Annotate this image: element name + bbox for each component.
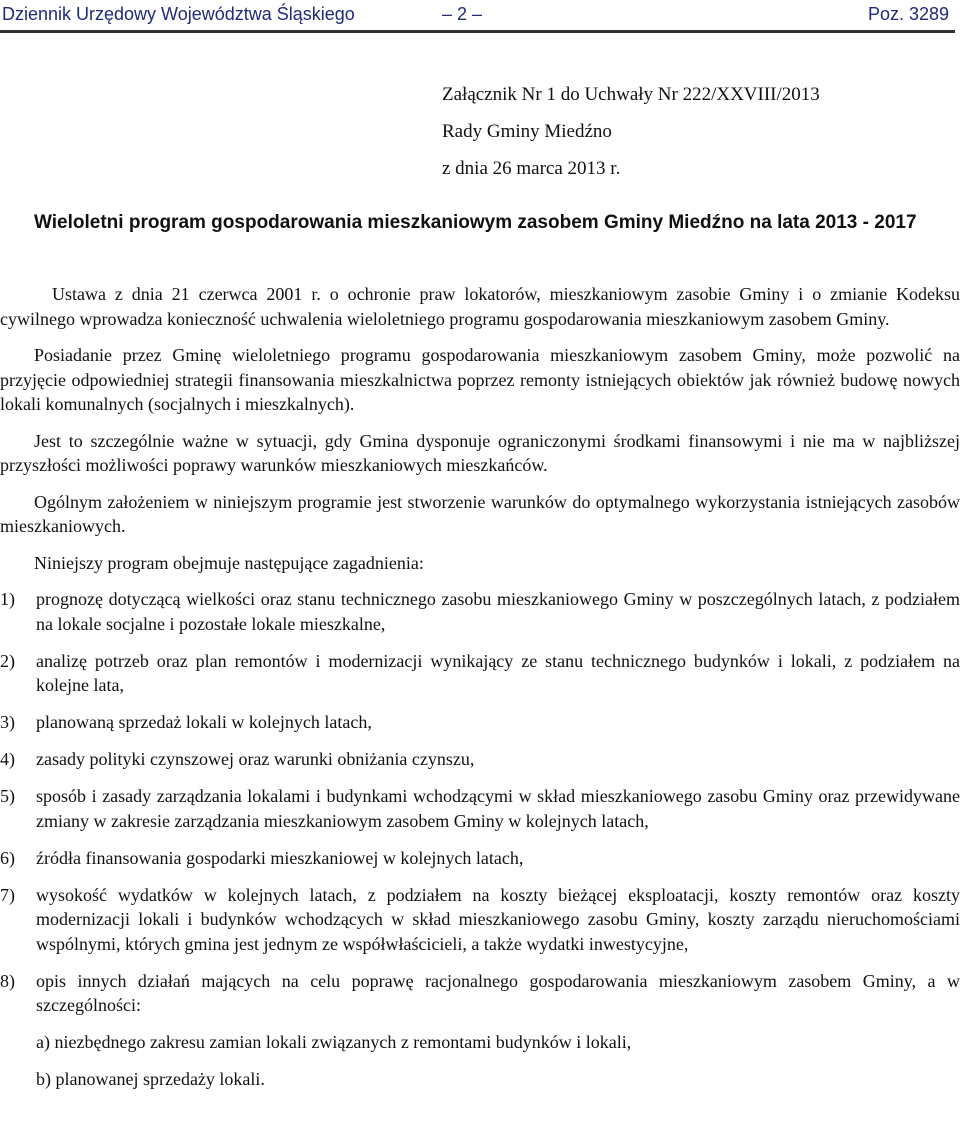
attachment-line: Rady Gminy Miedźno [442, 121, 612, 142]
attachment-line: z dnia 26 marca 2013 r. [442, 158, 621, 179]
list-item-number: 8) [0, 970, 15, 991]
list-item [0, 784, 960, 833]
list-item [0, 587, 960, 636]
list-item [0, 710, 960, 735]
document-title: Wieloletni program gospodarowania mieszkaniowym zasobem Gminy Miedźno na lata 2013 - 2017 [34, 212, 917, 233]
journal-name: Dziennik Urzędowy Województwa Śląskiego [2, 4, 355, 24]
list-item-text: sposób i zasady zarządzania lokalami i budynkami wchodzącymi w skład mieszkaniowego zasobu Gminy oraz przewidywane zmiany w zakresie zarządzania mieszkaniowym zasobem Gminy w kolejnych latach, [36, 786, 960, 831]
attachment-block [442, 76, 820, 187]
list-item [0, 883, 960, 957]
list-item [0, 969, 960, 1018]
list-item-number: 6) [0, 847, 15, 868]
paragraph: Ogólnym założeniem w niniejszym programie jest stworzenie warunków do optymalnego wykorzystania istniejących zasobów mieszkaniowych. [0, 491, 960, 536]
paragraph: Jest to szczególnie ważne w sytuacji, gdy Gmina dysponuje ograniczonymi środkami finansowymi i nie ma w najbliższej przyszłości możliwości poprawy warunków mieszkaniowych mieszkańców. [0, 430, 960, 475]
document-body [0, 282, 960, 1103]
list-item-number: 5) [0, 786, 15, 806]
list-item-text: analizę potrzeb oraz plan remontów i modernizacji wynikający ze stanu technicznego budynków i lokali, z podziałem na kolejne lata, [36, 650, 960, 695]
list-item-text: prognozę dotyczącą wielkości oraz stanu technicznego zasobu mieszkaniowego Gminy w poszczególnych latach, z podziałem na lokale socjalne i pozostałe lokale mieszkalne, [36, 589, 960, 634]
page-marker: – 2 – [442, 4, 483, 24]
list-item-number: 2) [0, 650, 15, 671]
sub-list-item: a) niezbędnego zakresu zamian lokali związanych z remontami budynków i lokali, [36, 1032, 632, 1052]
list-item [0, 649, 960, 698]
paragraph: Ustawa z dnia 21 czerwca 2001 r. o ochronie praw lokatorów, mieszkaniowym zasobie Gminy i o zmianie Kodeksu cywilnego wprowadza konieczność uchwalenia wieloletniego programu gospodarowania mieszkaniowym zasobem Gminy. [0, 284, 960, 329]
sub-list-item: b) planowanej sprzedaży lokali. [36, 1068, 265, 1089]
paragraph: Posiadanie przez Gminę wieloletniego programu gospodarowania mieszkaniowym zasobem Gminy, może pozwolić na przyjęcie odpowiedniej strategii finansowania mieszkalnictwa poprzez remonty istniejących obiektów jak również budowę nowych lokali komunalnych (socjalnych i mieszkalnych). [0, 345, 960, 414]
list-item [0, 846, 960, 871]
list-item-number: 1) [0, 589, 15, 609]
list-item-text: zasady polityki czynszowej oraz warunki obniżania czynszu, [36, 749, 475, 769]
list-item-text: źródła finansowania gospodarki mieszkaniowej w kolejnych latach, [36, 847, 524, 868]
list-item [0, 747, 960, 772]
list-item-number: 7) [0, 884, 15, 905]
attachment-line: Załącznik Nr 1 do Uchwały Nr 222/XXVIII/2013 [442, 84, 820, 105]
list-item-number: 3) [0, 712, 15, 732]
position-number: Poz. 3289 [867, 4, 949, 24]
list-item-text: opis innych działań mających na celu poprawę racjonalnego gospodarowania mieszkaniowym zasobem Gminy, a w szczególności: [36, 970, 960, 1015]
list-item-number: 4) [0, 749, 15, 769]
list-item-text: planowaną sprzedaż lokali w kolejnych latach, [36, 712, 372, 732]
list-item-text: wysokość wydatków w kolejnych latach, z podziałem na koszty bieżącej eksploatacji, koszty remontów oraz koszty modernizacji lokali i budynków wchodzących w skład mieszkaniowego zasobu Gminy, koszty zarządu nieruchomościami wspólnymi, których gmina jest jednym ze współwłaścicieli, a także wydatki inwestycyjne, [36, 884, 960, 954]
page-header [0, 0, 955, 33]
paragraph: Niniejszy program obejmuje następujące zagadnienia: [34, 552, 424, 573]
